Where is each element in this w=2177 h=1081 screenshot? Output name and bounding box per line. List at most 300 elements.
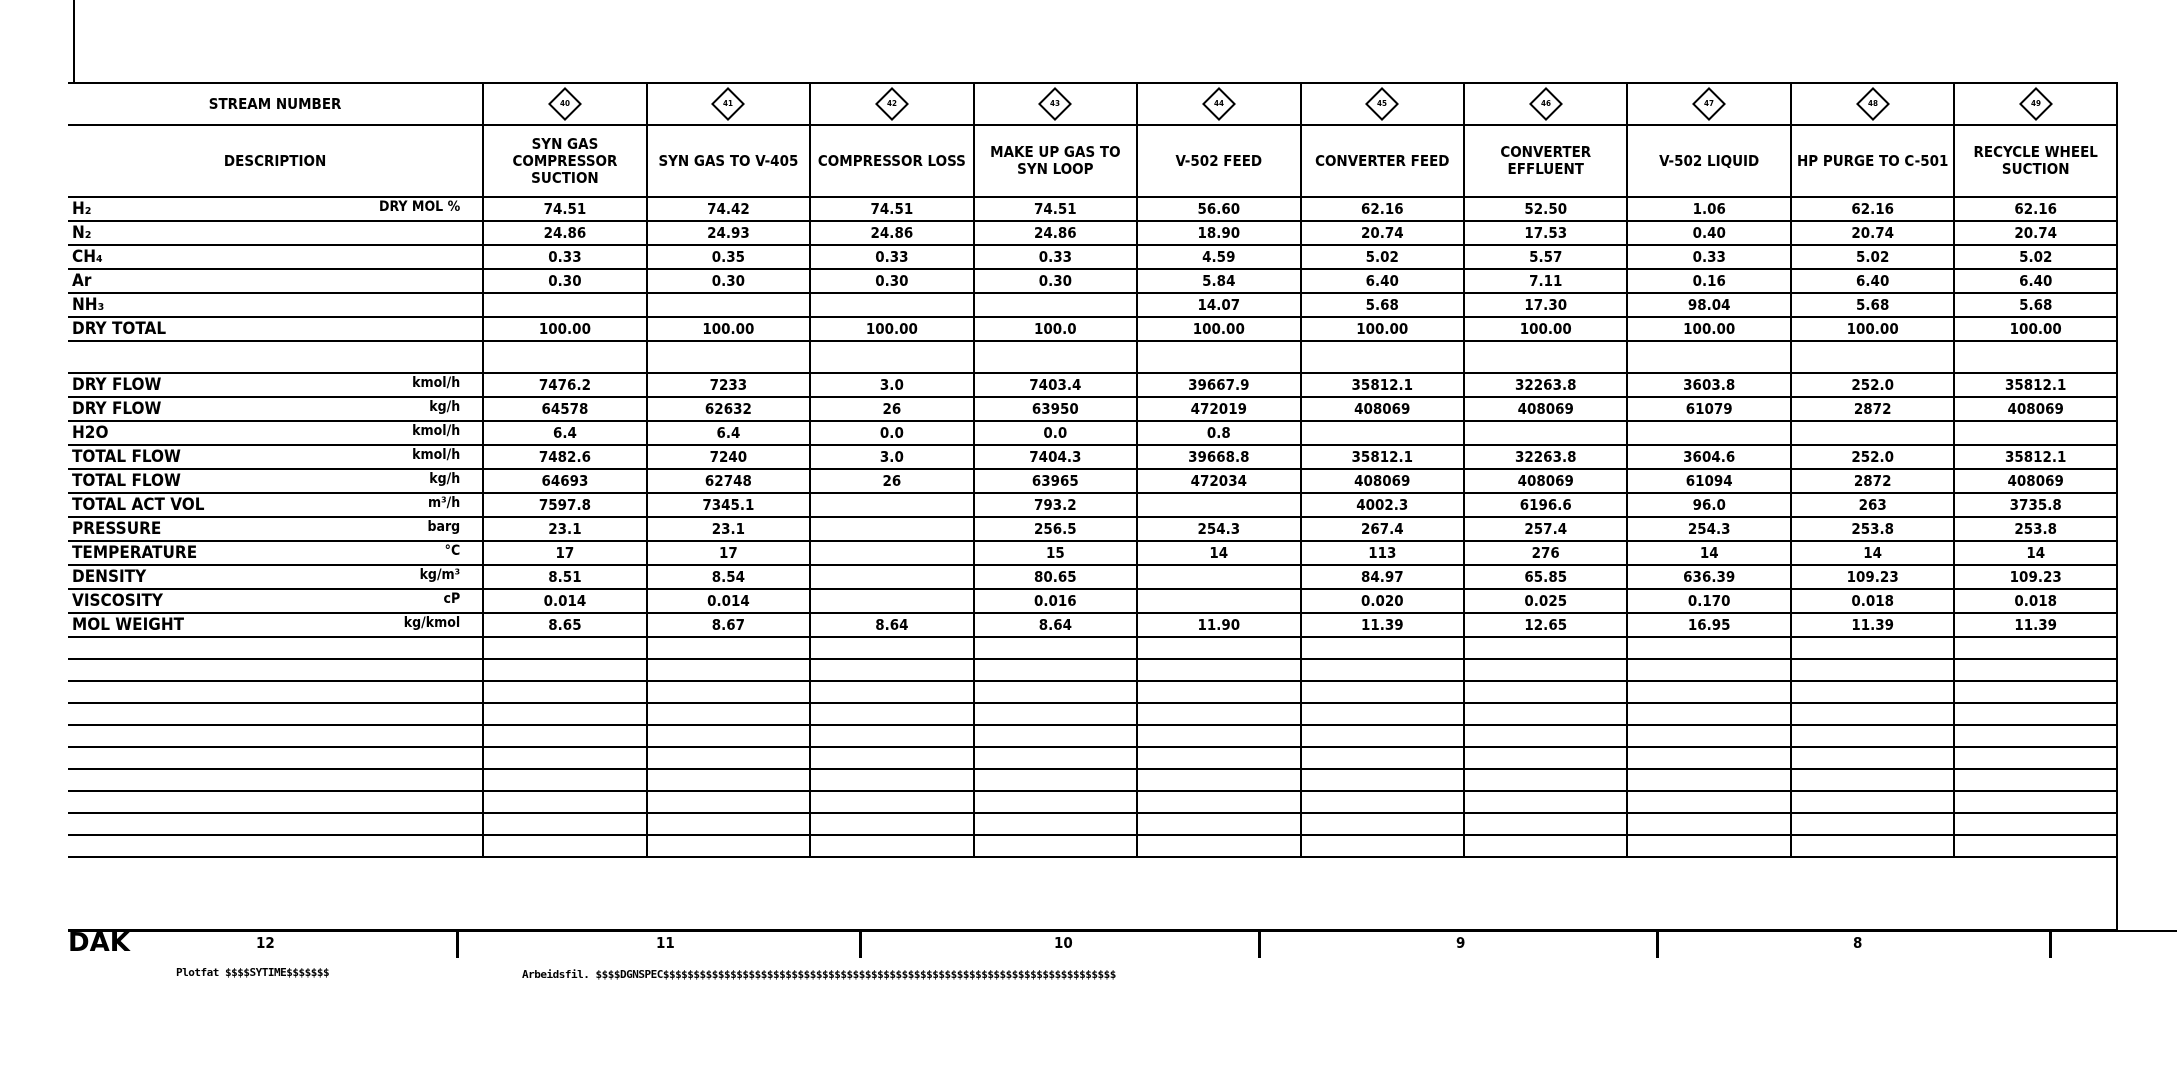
row-label: DRY TOTAL [72,319,167,339]
stream-number-cell [1791,84,1954,125]
zone-number: 9 [1456,934,1466,952]
row-label: TOTAL ACT VOL [72,495,205,515]
row-label-cell [68,589,483,613]
value-cell: 8.64 [810,613,973,637]
value-cell: 100.00 [483,317,646,341]
value-cell: 0.0 [974,421,1137,445]
value-cell: 16.95 [1627,613,1790,637]
value-cell: 0.33 [1627,245,1790,269]
row-unit: kg/m³ [419,567,461,583]
value-cell: 0.020 [1301,589,1464,613]
value-cell: 35812.1 [1954,445,2116,469]
stream-number-label: STREAM NUMBER [208,95,342,113]
value-cell [1137,565,1300,589]
value-cell [483,293,646,317]
row-label-cell [68,613,483,637]
value-cell: 7404.3 [974,445,1137,469]
value-cell: 100.00 [1791,317,1954,341]
blank-row [68,769,2116,791]
value-cell: 408069 [1954,469,2116,493]
stream-number: 46 [1540,99,1551,108]
value-cell: 0.018 [1791,589,1954,613]
row-label: Ar [72,271,92,291]
value-cell [974,293,1137,317]
value-cell: 23.1 [483,517,646,541]
blank-row [68,681,2116,703]
value-cell [810,517,973,541]
row-label-cell [68,245,483,269]
value-cell: 63965 [974,469,1137,493]
blank-row [68,637,2116,659]
value-cell: 253.8 [1791,517,1954,541]
blank-row [68,747,2116,769]
data-row [68,373,2116,397]
stream-number-diamond [1856,87,1890,121]
value-cell: 4002.3 [1301,493,1464,517]
value-cell: 15 [974,541,1137,565]
value-cell: 11.39 [1791,613,1954,637]
value-cell: 5.68 [1954,293,2116,317]
description-label: DESCRIPTION [223,151,327,170]
value-cell: 263 [1791,493,1954,517]
stream-description: COMPRESSOR LOSS [810,125,973,197]
zone-divider [2049,932,2052,958]
value-cell: 84.97 [1301,565,1464,589]
stream-number-cell [1137,84,1300,125]
value-cell: 35812.1 [1954,373,2116,397]
value-cell: 0.35 [647,245,810,269]
zone-number: 8 [1853,934,1863,952]
value-cell: 0.30 [974,269,1137,293]
value-cell: 6.4 [647,421,810,445]
stream-number: 43 [1050,99,1061,108]
value-cell: 8.67 [647,613,810,637]
row-label-cell [68,373,483,397]
stream-number: 45 [1377,99,1388,108]
value-cell: 0.33 [483,245,646,269]
zone-divider [859,932,862,958]
margin-line [73,0,75,82]
value-cell: 7.11 [1464,269,1627,293]
stream-description: V-502 LIQUID [1627,125,1790,197]
value-cell: 62632 [647,397,810,421]
stream-number-cell [974,84,1137,125]
value-cell: 5.68 [1791,293,1954,317]
value-cell: 14 [1627,541,1790,565]
value-cell: 113 [1301,541,1464,565]
value-cell: 23.1 [647,517,810,541]
value-cell [1954,421,2116,445]
value-cell: 96.0 [1627,493,1790,517]
zone-divider [1258,932,1261,958]
row-label-cell [68,269,483,293]
row-label: CH₄ [72,247,103,267]
row-label: NH₃ [72,295,105,315]
value-cell [810,589,973,613]
stream-data-table [68,84,2116,858]
value-cell: 26 [810,397,973,421]
value-cell: 100.00 [1627,317,1790,341]
value-cell: 3604.6 [1627,445,1790,469]
stream-number: 49 [2030,99,2041,108]
data-row [68,245,2116,269]
row-unit: barg [427,519,461,535]
stream-number: 41 [723,99,734,108]
value-cell: 7345.1 [647,493,810,517]
value-cell: 17 [647,541,810,565]
value-cell: 0.33 [974,245,1137,269]
stream-description: V-502 FEED [1137,125,1300,197]
value-cell: 20.74 [1954,221,2116,245]
value-cell: 64578 [483,397,646,421]
row-unit: kg/h [429,471,461,487]
value-cell: 17.53 [1464,221,1627,245]
stream-number-diamond [2019,87,2053,121]
data-row [68,613,2116,637]
stream-number-cell [1301,84,1464,125]
data-row [68,421,2116,445]
value-cell: 62.16 [1301,197,1464,221]
value-cell: 35812.1 [1301,445,1464,469]
value-cell: 0.014 [483,589,646,613]
value-cell: 80.65 [974,565,1137,589]
row-label-cell [68,517,483,541]
value-cell: 0.0 [810,421,973,445]
value-cell: 8.64 [974,613,1137,637]
row-label-cell [68,317,483,341]
value-cell: 0.8 [1137,421,1300,445]
value-cell: 24.86 [483,221,646,245]
value-cell [810,541,973,565]
stream-number-diamond [1038,87,1072,121]
value-cell: 252.0 [1791,373,1954,397]
value-cell: 14 [1137,541,1300,565]
stream-description: CONVERTER FEED [1301,125,1464,197]
value-cell: 0.014 [647,589,810,613]
value-cell: 256.5 [974,517,1137,541]
value-cell [810,565,973,589]
stream-number-diamond [1692,87,1726,121]
value-cell: 14.07 [1137,293,1300,317]
data-row [68,541,2116,565]
value-cell [1301,421,1464,445]
stream-number-cell [647,84,810,125]
row-label-cell [68,445,483,469]
value-cell: 100.0 [974,317,1137,341]
value-cell: 8.65 [483,613,646,637]
stream-description: CONVERTER EFFLUENT [1464,125,1627,197]
stream-number-cell [1954,84,2116,125]
value-cell: 100.00 [810,317,973,341]
value-cell: 61079 [1627,397,1790,421]
value-cell: 408069 [1301,469,1464,493]
value-cell: 3735.8 [1954,493,2116,517]
row-label: N₂ [72,223,92,243]
value-cell [1137,493,1300,517]
value-cell: 18.90 [1137,221,1300,245]
value-cell: 472019 [1137,397,1300,421]
spacer-row [68,341,2116,373]
value-cell: 109.23 [1791,565,1954,589]
data-row [68,197,2116,221]
value-cell: 100.00 [647,317,810,341]
data-row [68,589,2116,613]
value-cell: 64693 [483,469,646,493]
value-cell: 3603.8 [1627,373,1790,397]
row-label: TEMPERATURE [72,543,198,563]
row-label-cell [68,541,483,565]
value-cell: 56.60 [1137,197,1300,221]
stream-number-diamond [548,87,582,121]
value-cell: 6.40 [1301,269,1464,293]
value-cell: 253.8 [1954,517,2116,541]
zone-number: 12 [256,934,275,952]
value-cell: 63950 [974,397,1137,421]
value-cell: 100.00 [1137,317,1300,341]
data-row [68,493,2116,517]
value-cell: 8.54 [647,565,810,589]
data-row [68,517,2116,541]
value-cell: 74.42 [647,197,810,221]
value-cell: 408069 [1301,397,1464,421]
value-cell: 3.0 [810,373,973,397]
value-cell: 62.16 [1791,197,1954,221]
row-unit: m³/h [427,495,461,511]
value-cell: 5.02 [1954,245,2116,269]
row-label: DENSITY [72,567,147,587]
row-unit: kmol/h [412,423,461,439]
row-label-cell [68,469,483,493]
row-unit: cP [443,591,461,607]
value-cell: 7482.6 [483,445,646,469]
stream-number: 42 [886,99,897,108]
value-cell: 0.025 [1464,589,1627,613]
value-cell: 20.74 [1791,221,1954,245]
row-label: H2O [72,423,109,443]
value-cell: 100.00 [1954,317,2116,341]
value-cell: 1.06 [1627,197,1790,221]
stream-description: RECYCLE WHEEL SUCTION [1954,125,2116,197]
value-cell: 4.59 [1137,245,1300,269]
data-row [68,565,2116,589]
value-cell: 7403.4 [974,373,1137,397]
blank-row [68,725,2116,747]
value-cell: 24.93 [647,221,810,245]
blank-row [68,813,2116,835]
value-cell [810,293,973,317]
row-label-cell [68,293,483,317]
value-cell: 8.51 [483,565,646,589]
row-unit: kmol/h [412,447,461,463]
stream-number-diamond [875,87,909,121]
value-cell [1627,421,1790,445]
row-unit: kg/kmol [403,615,461,631]
value-cell: 39668.8 [1137,445,1300,469]
row-unit: DRY MOL % [379,199,461,215]
value-cell: 11.39 [1301,613,1464,637]
row-unit: °C [444,543,461,559]
value-cell: 24.86 [974,221,1137,245]
value-cell: 100.00 [1464,317,1627,341]
row-label-cell [68,421,483,445]
data-row [68,293,2116,317]
value-cell: 109.23 [1954,565,2116,589]
value-cell: 17.30 [1464,293,1627,317]
value-cell: 6196.6 [1464,493,1627,517]
value-cell: 0.018 [1954,589,2116,613]
stream-number-cell [810,84,973,125]
value-cell: 2872 [1791,469,1954,493]
value-cell: 408069 [1464,397,1627,421]
value-cell: 793.2 [974,493,1137,517]
value-cell: 6.4 [483,421,646,445]
value-cell: 6.40 [1791,269,1954,293]
row-label: DRY FLOW [72,375,162,395]
value-cell: 267.4 [1301,517,1464,541]
value-cell: 3.0 [810,445,973,469]
value-cell: 100.00 [1301,317,1464,341]
value-cell: 62748 [647,469,810,493]
data-row [68,445,2116,469]
workfile-label: Arbeidsfil. $$$$DGNSPEC$$$$$$$$$$$$$$$$$$$$$$$$$$$$$$$$$$$$$$$$$$$$$$$$$$$$$$$$$$$$$$$$$$$$$$$$$$ [522,968,1116,981]
value-cell: 17 [483,541,646,565]
value-cell: 0.16 [1627,269,1790,293]
stream-number: 47 [1704,99,1715,108]
value-cell: 276 [1464,541,1627,565]
data-row [68,469,2116,493]
company-logo: DAK [68,928,130,958]
stream-table-sheet [68,82,2118,932]
data-row [68,397,2116,421]
value-cell: 408069 [1464,469,1627,493]
zone-number: 11 [656,934,675,952]
blank-row [68,659,2116,681]
value-cell: 7233 [647,373,810,397]
value-cell: 472034 [1137,469,1300,493]
value-cell [1137,589,1300,613]
value-cell: 7597.8 [483,493,646,517]
value-cell: 5.57 [1464,245,1627,269]
value-cell: 11.90 [1137,613,1300,637]
value-cell: 20.74 [1301,221,1464,245]
value-cell: 35812.1 [1301,373,1464,397]
plotfile-label: Plotfat $$$$SYTIME$$$$$$$ [176,966,330,979]
value-cell: 39667.9 [1137,373,1300,397]
value-cell: 52.50 [1464,197,1627,221]
stream-number-cell [483,84,646,125]
value-cell: 32263.8 [1464,373,1627,397]
stream-number: 40 [559,99,570,108]
value-cell: 7476.2 [483,373,646,397]
value-cell [810,493,973,517]
value-cell: 32263.8 [1464,445,1627,469]
value-cell: 257.4 [1464,517,1627,541]
stream-number-diamond [1365,87,1399,121]
value-cell: 5.02 [1791,245,1954,269]
stream-description: SYN GAS TO V-405 [647,125,810,197]
row-label-cell [68,197,483,221]
row-label: PRESSURE [72,519,162,539]
value-cell: 7240 [647,445,810,469]
value-cell [647,293,810,317]
stream-number: 48 [1867,99,1878,108]
sheet-footer-zones [68,930,2177,962]
value-cell: 0.170 [1627,589,1790,613]
data-row [68,221,2116,245]
value-cell: 252.0 [1791,445,1954,469]
stream-number-cell [1464,84,1627,125]
value-cell: 5.68 [1301,293,1464,317]
zone-divider [456,932,459,958]
row-label-cell [68,565,483,589]
value-cell: 0.30 [647,269,810,293]
data-row [68,269,2116,293]
value-cell: 0.33 [810,245,973,269]
value-cell: 74.51 [483,197,646,221]
row-unit: kmol/h [412,375,461,391]
zone-divider [1656,932,1659,958]
zone-number: 10 [1054,934,1073,952]
value-cell: 5.84 [1137,269,1300,293]
value-cell: 26 [810,469,973,493]
value-cell: 0.40 [1627,221,1790,245]
description-row [68,125,2116,197]
row-label: TOTAL FLOW [72,471,181,491]
row-label: H₂ [72,199,92,219]
stream-number: 44 [1213,99,1224,108]
row-label: MOL WEIGHT [72,615,185,635]
value-cell: 254.3 [1627,517,1790,541]
stream-number-diamond [711,87,745,121]
value-cell: 24.86 [810,221,973,245]
blank-row [68,791,2116,813]
value-cell: 6.40 [1954,269,2116,293]
row-label: TOTAL FLOW [72,447,181,467]
value-cell: 0.016 [974,589,1137,613]
stream-number-diamond [1202,87,1236,121]
value-cell: 5.02 [1301,245,1464,269]
row-label: DRY FLOW [72,399,162,419]
value-cell: 0.30 [810,269,973,293]
value-cell: 98.04 [1627,293,1790,317]
value-cell: 14 [1791,541,1954,565]
value-cell: 408069 [1954,397,2116,421]
value-cell: 11.39 [1954,613,2116,637]
value-cell: 74.51 [974,197,1137,221]
value-cell: 636.39 [1627,565,1790,589]
row-label: VISCOSITY [72,591,163,611]
stream-description: MAKE UP GAS TO SYN LOOP [974,125,1137,197]
value-cell: 12.65 [1464,613,1627,637]
value-cell: 2872 [1791,397,1954,421]
value-cell: 254.3 [1137,517,1300,541]
row-label-cell [68,221,483,245]
row-unit: kg/h [429,399,461,415]
blank-row [68,835,2116,857]
value-cell: 61094 [1627,469,1790,493]
value-cell: 65.85 [1464,565,1627,589]
value-cell: 74.51 [810,197,973,221]
stream-description: HP PURGE TO C-501 [1791,125,1954,197]
value-cell: 14 [1954,541,2116,565]
blank-row [68,703,2116,725]
stream-number-row [68,84,2116,125]
value-cell: 62.16 [1954,197,2116,221]
data-row [68,317,2116,341]
stream-description: SYN GAS COMPRESSOR SUCTION [483,125,646,197]
value-cell [1791,421,1954,445]
stream-number-diamond [1529,87,1563,121]
